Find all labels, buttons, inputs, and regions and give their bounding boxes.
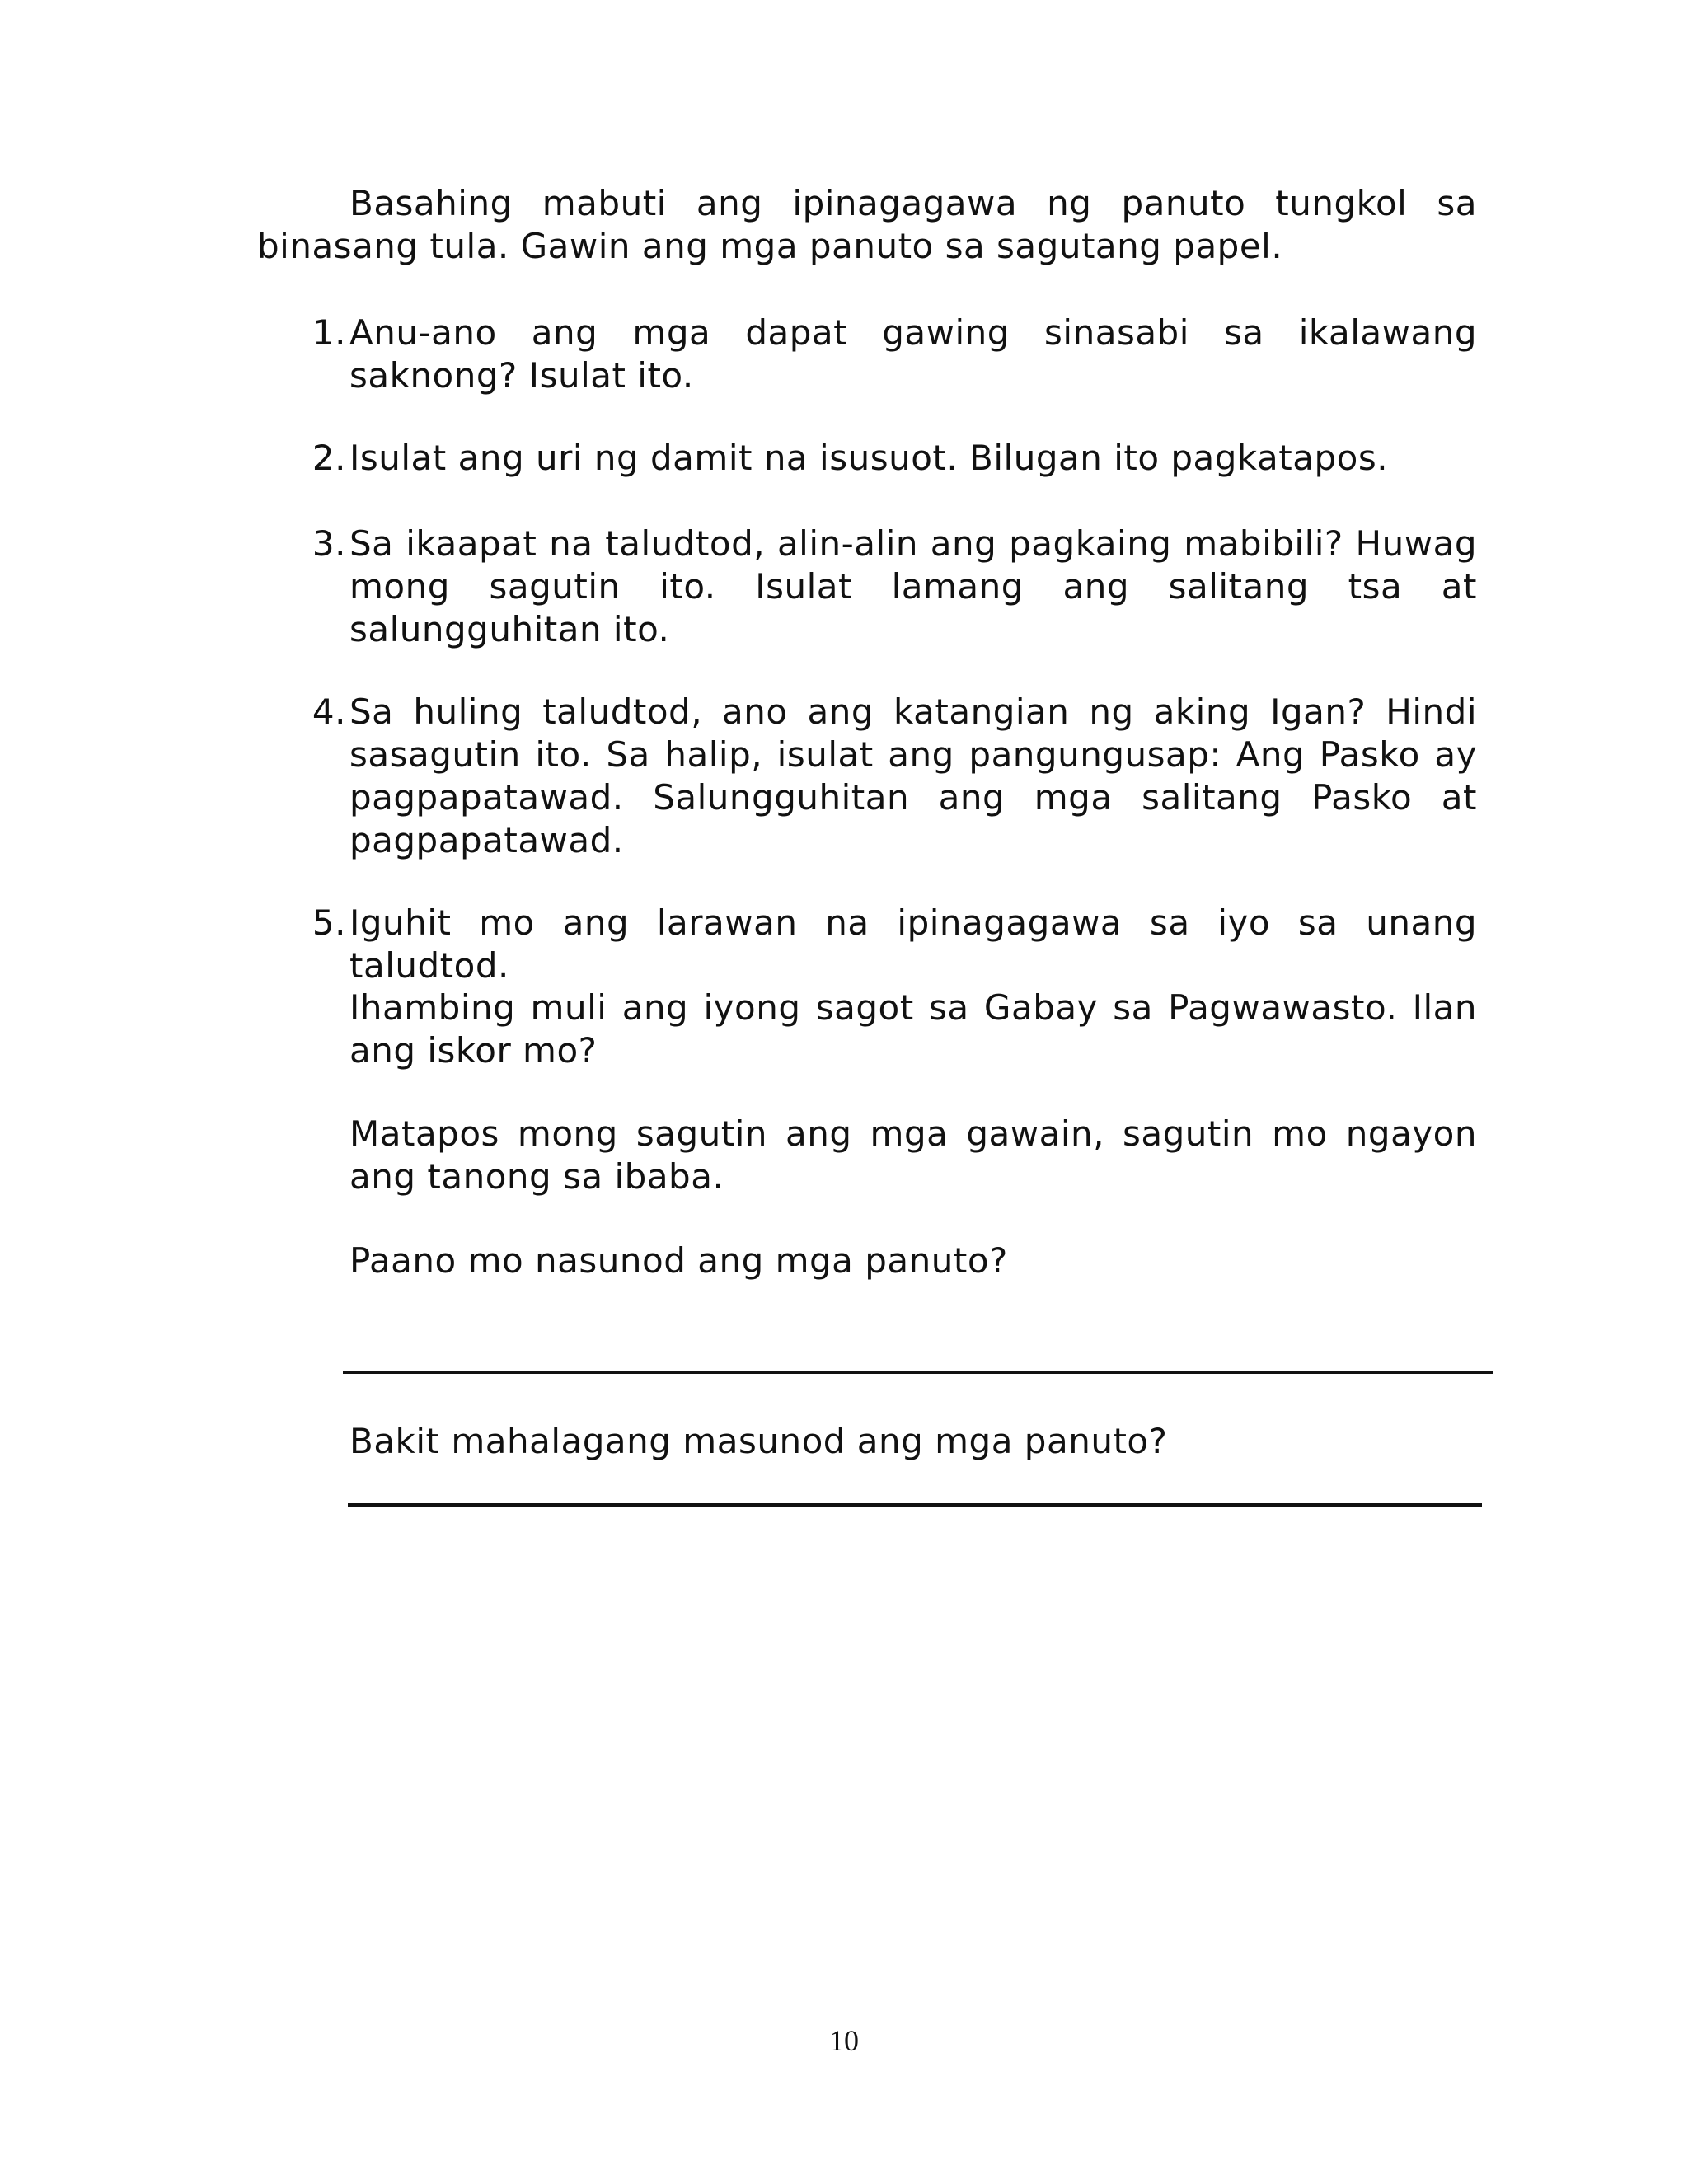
question-how-followed: Paano mo nasunod ang mga panuto?	[349, 1240, 1008, 1281]
item-text: Anu-ano ang mga dapat gawing sinasabi sa ikalawang saknong? Isulat ito.	[349, 312, 1477, 396]
answer-line-2[interactable]	[348, 1503, 1482, 1507]
item-text: Iguhit mo ang larawan na ipinagagawa sa iyo sa unang taludtod.	[349, 902, 1477, 986]
question-why-important: Bakit mahalagang masunod ang mga panuto?	[349, 1421, 1168, 1461]
page-number: 10	[829, 2024, 859, 2057]
item-text: Isulat ang uri ng damit na isusuot. Bilugan ito pagkatapos.	[349, 438, 1389, 478]
follow-up-prompt: Matapos mong sagutin ang mga gawain, sagutin mo ngayon ang tanong sa ibaba.	[349, 1113, 1477, 1197]
item-number: 5.	[312, 902, 346, 943]
item-number: 2.	[312, 438, 346, 478]
answer-line-1[interactable]	[343, 1371, 1493, 1374]
item-number: 4.	[312, 691, 346, 732]
item-number: 3.	[312, 523, 346, 564]
item-text: Sa huling taludtod, ano ang katangian ng aking Igan? Hindi sasagutin ito. Sa halip, isulat ang pangungusap: Ang Pasko ay pagpapatawad. Salungguhitan ang mga salitang Pasko at pagpapatawad.	[349, 691, 1477, 860]
instructions-paragraph: Basahing mabuti ang ipinagagawa ng panuto tungkol sa binasang tula. Gawin ang mga panuto sa sagutang papel.	[257, 183, 1477, 266]
score-prompt: Ihambing muli ang iyong sagot sa Gabay sa Pagwawasto. Ilan ang iskor mo?	[349, 987, 1477, 1071]
item-text: Sa ikaapat na taludtod, alin-alin ang pagkaing mabibili? Huwag mong sagutin ito. Isulat lamang ang salitang tsa at salungguhitan ito.	[349, 523, 1477, 649]
item-number: 1.	[312, 312, 346, 353]
